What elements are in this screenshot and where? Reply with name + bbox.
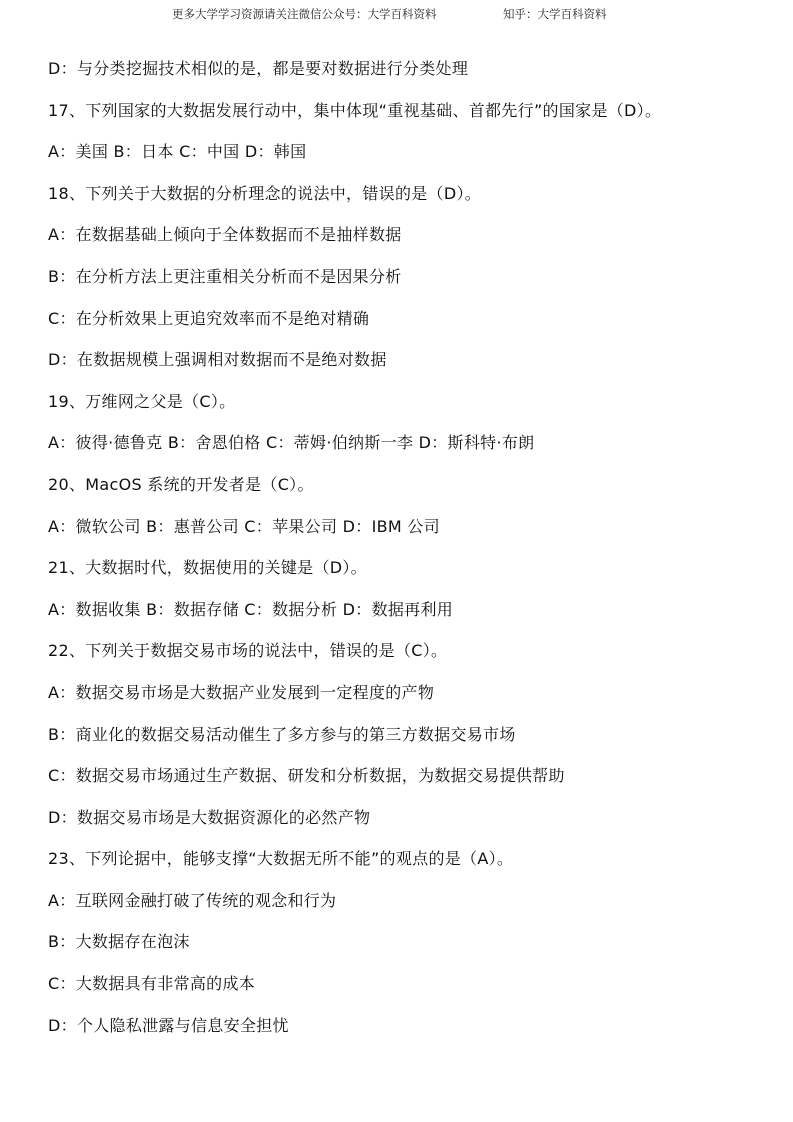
page-header xyxy=(0,6,793,24)
document-body xyxy=(48,56,783,1054)
header-zhihu-text: 知乎：大学百科资料 xyxy=(503,7,607,21)
question-18: 18、下列关于大数据的分析理念的说法中，错误的是（D）。 xyxy=(48,183,482,203)
option-d-q22: D：数据交易市场是大数据资源化的必然产物 xyxy=(48,807,371,827)
option-b-q23: B：大数据存在泡沫 xyxy=(48,932,190,952)
question-23: 23、下列论据中，能够支撑“大数据无所不能”的观点的是（A）。 xyxy=(48,849,514,869)
option-a-q22: A：数据交易市场是大数据产业发展到一定程度的产物 xyxy=(48,682,435,702)
option-a-q18: A：在数据基础上倾向于全体数据而不是抽样数据 xyxy=(48,225,402,245)
option-b-q18: B：在分析方法上更注重相关分析而不是因果分析 xyxy=(48,266,402,286)
option-d-q23: D：个人隐私泄露与信息安全担忧 xyxy=(48,1015,289,1035)
option-c-q18: C：在分析效果上更追究效率而不是绝对精确 xyxy=(48,308,370,328)
option-c-q22: C：数据交易市场通过生产数据、研发和分析数据，为数据交易提供帮助 xyxy=(48,766,565,786)
option-b-q22: B：商业化的数据交易活动催生了多方参与的第三方数据交易市场 xyxy=(48,724,516,744)
option-a-q23: A：互联网金融打破了传统的观念和行为 xyxy=(48,890,337,910)
question-22: 22、下列关于数据交易市场的说法中，错误的是（C）。 xyxy=(48,641,448,661)
options-q19: A：彼得·德鲁克 B：舍恩伯格 C：蒂姆·伯纳斯一李 D：斯科特·布朗 xyxy=(48,433,535,453)
question-17: 17、下列国家的大数据发展行动中，集中体现“重视基础、首都先行”的国家是（D）。 xyxy=(48,100,662,120)
options-q17: A：美国 B：日本 C：中国 D：韩国 xyxy=(48,142,307,162)
question-21: 21、大数据时代，数据使用的关键是（D）。 xyxy=(48,558,367,578)
option-d-q18: D：在数据规模上强调相对数据而不是绝对数据 xyxy=(48,350,387,370)
options-q20: A：微软公司 B：惠普公司 C：苹果公司 D：IBM 公司 xyxy=(48,516,440,536)
question-19: 19、万维网之父是（C）。 xyxy=(48,391,236,411)
option-d-q16: D：与分类挖掘技术相似的是，都是要对数据进行分类处理 xyxy=(48,59,469,78)
options-q21: A：数据收集 B：数据存储 C：数据分析 D：数据再利用 xyxy=(48,599,454,619)
header-promo-text: 更多大学学习资源请关注微信公众号：大学百科资料 xyxy=(172,7,437,21)
question-20: 20、MacOS 系统的开发者是（C）。 xyxy=(48,474,314,494)
option-c-q23: C：大数据具有非常高的成本 xyxy=(48,974,256,994)
